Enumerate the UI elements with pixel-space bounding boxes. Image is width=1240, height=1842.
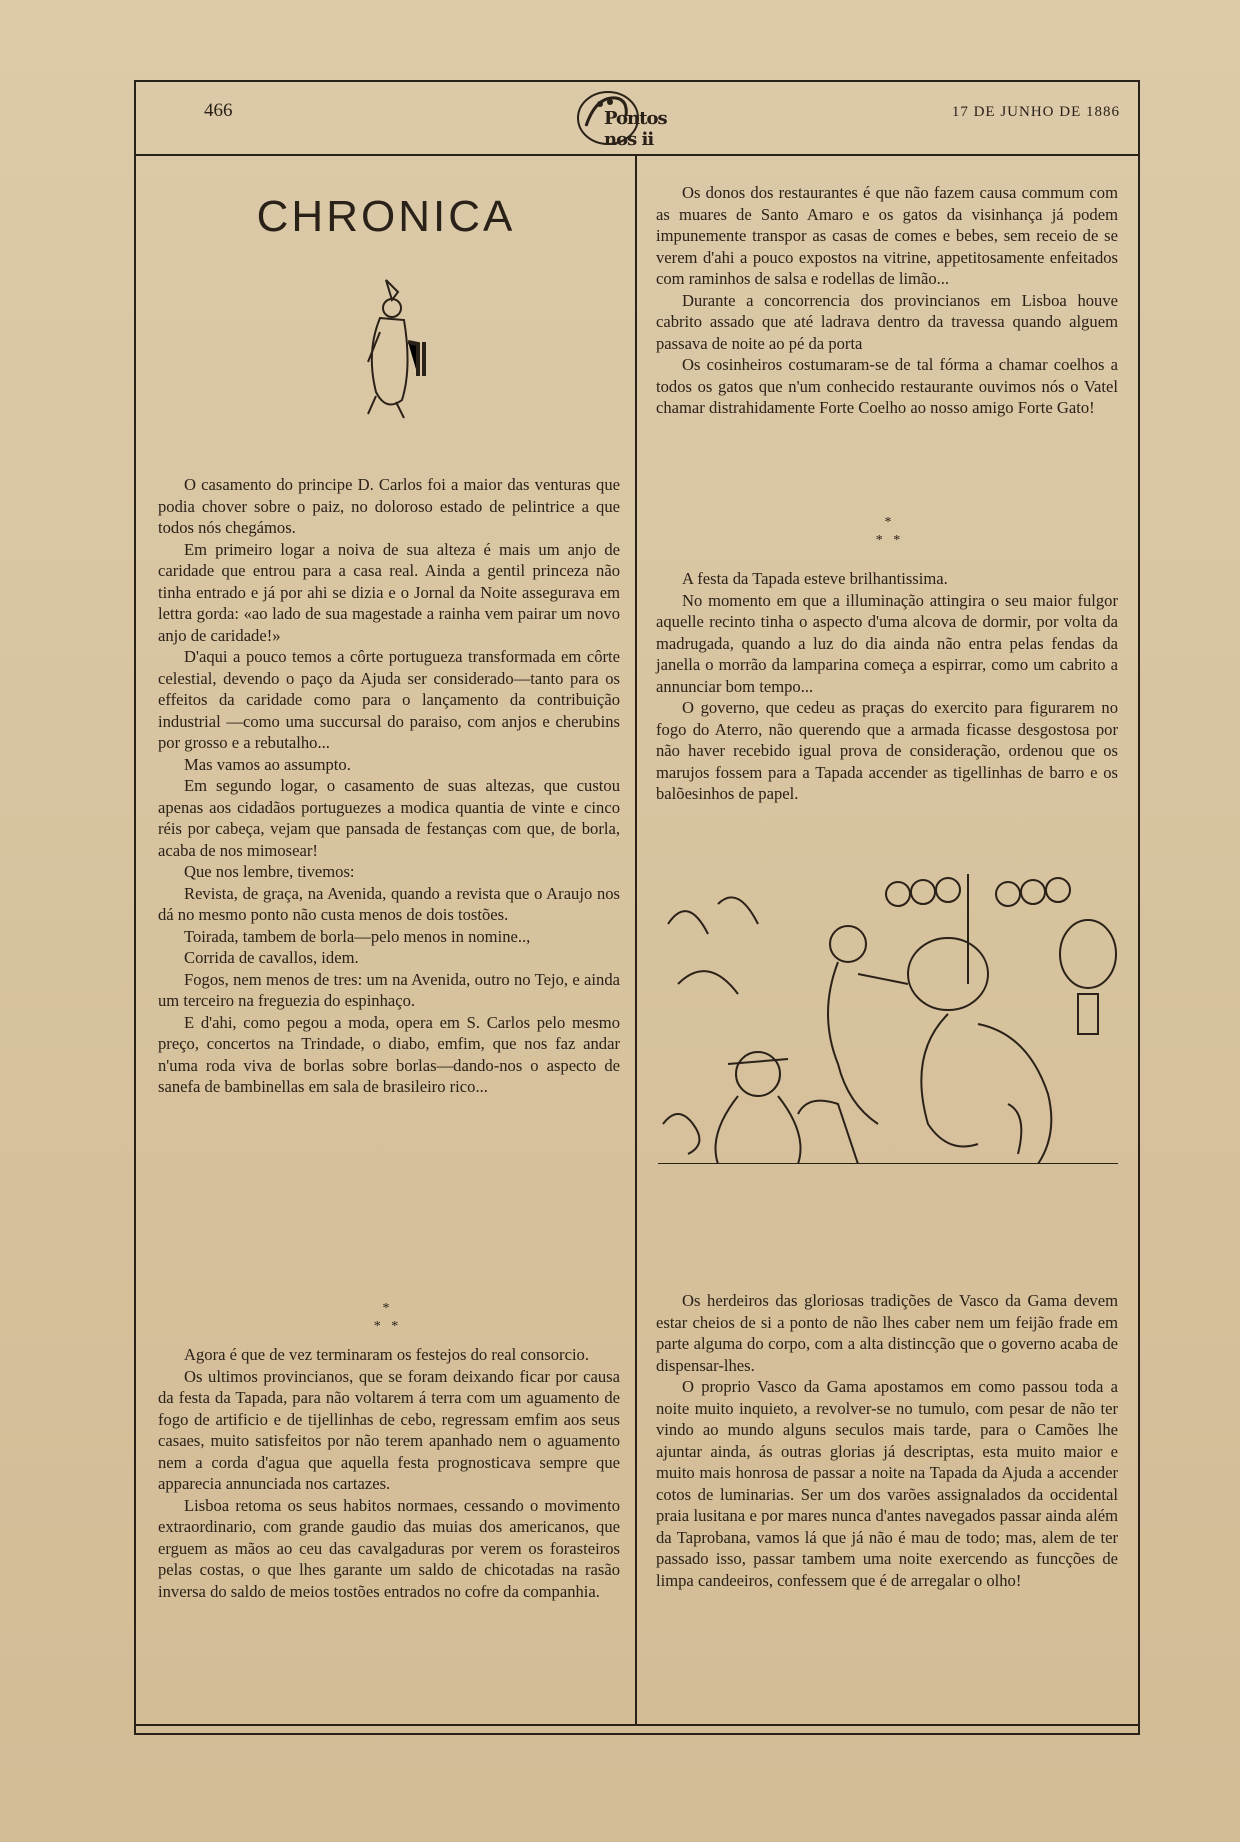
article-paragraph: E d'ahi, como pegou a moda, opera em S. Carlos pelo mesmo preço, concertos na Trindade, o diabo, emfim, que nos faz andar n'uma roda viva de borlas sobre borlas—dando-nos o aspecto de sanefa de bambinellas em sala de brasileiro rico...	[158, 1012, 620, 1096]
article-paragraph: Toirada, tambem de borla—pelo menos in nomine..,	[184, 926, 531, 946]
article-paragraph: Em segundo logar, o casamento de suas altezas, que custou apenas aos cidadãos portuguezes a modica quantia de vinte e cinco réis por cabeça, vejam que pansada de festanças com que, de borla, acaba de nos mimosear!	[158, 776, 620, 860]
page-header	[136, 82, 1138, 156]
bottom-rule	[136, 1724, 1138, 1726]
left-column-bottom-text	[158, 1344, 620, 1602]
masthead-logo	[566, 86, 698, 148]
article-paragraph: D'aqui a pouco temos a côrte portugueza transformada em côrte celestial, devendo o paço da Ajuda ser considerado—tanto para os effeitos da caridade como para o lançamento da contribuição industrial —como uma succursal do paraiso, com anjos e cherubins por grosso e a rebutalho...	[158, 647, 620, 752]
article-paragraph: O proprio Vasco da Gama apostamos em como passou toda a noite muito inquieto, a revolver-se no tumulo, com pesar de não ter vindo ao mundo alguns seculos mais tarde, para o Camões lhe ajuntar ainda, ás outras glorias já descriptas, esta muito maior e muito mais honrosa de passar a noite na Tapada da Ajuda a accender cotos de luminarias. Ser um dos varões assignalados da occidental praia lusitana e por mares nunca d'antes navegados passar ainda além da Taprobana, vamos lá que já não é mau de todo; mas, alem de ter passado isso, passar tambem uma noite exercendo as funcções de limpa candeeiros, confessem que é de arregalar o olho!	[656, 1377, 1118, 1590]
left-column-top-text	[158, 474, 620, 1098]
article-paragraph: Em primeiro logar a noiva de sua alteza é mais um anjo de caridade que entrou para a casa real. Ainda a gentil princeza não tinha entrado e já por ahi se dizia e o Jornal da Noite assegurava em lettra gorda: «ao lado de sua magestade a rainha vem pairar um novo anjo de caridade!»	[158, 539, 620, 645]
article-paragraph: Lisboa retoma os seus habitos normaes, cessando o movimento extraordinario, com grande gaudio das muias dos americanos, que erguem as mãos ao ceu das cavalgaduras por verem os forasteiros pelas costas, o que lhes garante um saldo de chicotadas na rasão inversa do saldo de meios tostões entrados no cofre da companhia.	[158, 1495, 620, 1601]
article-paragraph: O governo, que cedeu as praças do exercito para figurarem no fogo do Aterro, não querendo que a armada ficasse desgostosa por não haver recebido igual prova de consideração, ordenou que os marujos fossem para a Tapada accender as tigellinhas de barro e os balõesinhos de papel.	[656, 698, 1118, 803]
section-asterism: * * *	[875, 515, 901, 548]
article-paragraph: Fogos, nem menos de tres: um na Avenida, outro no Tejo, e ainda um terceiro na freguezia do espinhaço.	[158, 969, 620, 1010]
right-column-bottom-text	[656, 1290, 1118, 1591]
page-number: 466	[204, 100, 233, 121]
article-paragraph: No momento em que a illuminação attingira o seu maior fulgor aquelle recinto tinha o aspecto d'uma alcova de dormir, por volta da madrugada, quando a luz do dia ainda não entra pelas fendas da janella o morrão da lamparina começa a espirrar, como um cabrito a annunciar bom tempo...	[656, 590, 1118, 696]
article-paragraph: Agora é que de vez terminaram os festejos do real consorcio.	[184, 1345, 590, 1364]
article-paragraph: Os donos dos restaurantes é que não fazem causa commum com as muares de Santo Amaro e os gatos da visinhança já podem impunemente transpor as casas de comes e bebes, sem receio de se verem d'ahi a pouco expostos na vitrine, appetitosamente enfeitados com raminhos de salsa e rodellas de limão...	[656, 183, 1118, 288]
page-frame	[134, 80, 1140, 1735]
article-paragraph: Corrida de cavallos, idem.	[184, 948, 359, 967]
column-divider	[635, 154, 637, 1724]
article-paragraph: O casamento do principe D. Carlos foi a maior das venturas que podia chover sobre o paiz, no doloroso estado de pelintrice a que todos nós chegámos.	[158, 475, 620, 537]
masthead-title: Pontos nos ii	[604, 108, 667, 150]
article-paragraph: Os ultimos provincianos, que se foram deixando ficar por causa da festa da Tapada, para não voltarem á terra com um aguamento de fogo de artificio e de tijellinhas de cebo, regressam emfim aos seus casaes, muito satisfeitos por não terem apanhado nem o aguamento nem a corda d'agua que aquella festa prognosticava sempre que apparecia annunciada nos cartazes.	[158, 1366, 620, 1493]
article-paragraph: Os cosinheiros costumaram-se de tal fórma a chamar coelhos a todos os gatos que n'um conhecido restaurante ouvimos nós o Vatel chamar distrahidamente Forte Coelho ao nosso amigo Forte Gato!	[656, 355, 1118, 417]
right-column-top-text	[656, 182, 1118, 419]
article-paragraph: Que nos lembre, tivemos:	[184, 862, 355, 881]
right-column-middle-text	[656, 568, 1118, 805]
article-paragraph: Durante a concorrencia dos provincianos em Lisboa houve cabrito assado que até ladrava dentro da travessa quando alguem passava de noite ao pé da porta	[656, 290, 1118, 353]
section-title: CHRONICA	[256, 192, 516, 241]
article-paragraph: Mas vamos ao assumpto.	[184, 754, 351, 774]
section-asterism: * * *	[373, 1301, 399, 1334]
article-paragraph: Revista, de graça, na Avenida, quando a revista que o Araujo nos dá no mesmo ponto não custa menos de dois tostões.	[158, 883, 620, 924]
article-paragraph: A festa da Tapada esteve brilhantissima.	[682, 569, 948, 588]
article-paragraph: Os herdeiros das gloriosas tradições de Vasco da Gama devem estar cheios de si a ponto de não lhes caber nem um feijão frade em parte alguma do corpo, com a alta distincção que o governo acaba de dispensar-lhes.	[656, 1291, 1118, 1375]
issue-date: 17 DE JUNHO DE 1886	[951, 104, 1120, 120]
sailors-lighting-lamps-illustration	[648, 864, 1134, 1164]
jester-figure-illustration	[346, 272, 436, 422]
